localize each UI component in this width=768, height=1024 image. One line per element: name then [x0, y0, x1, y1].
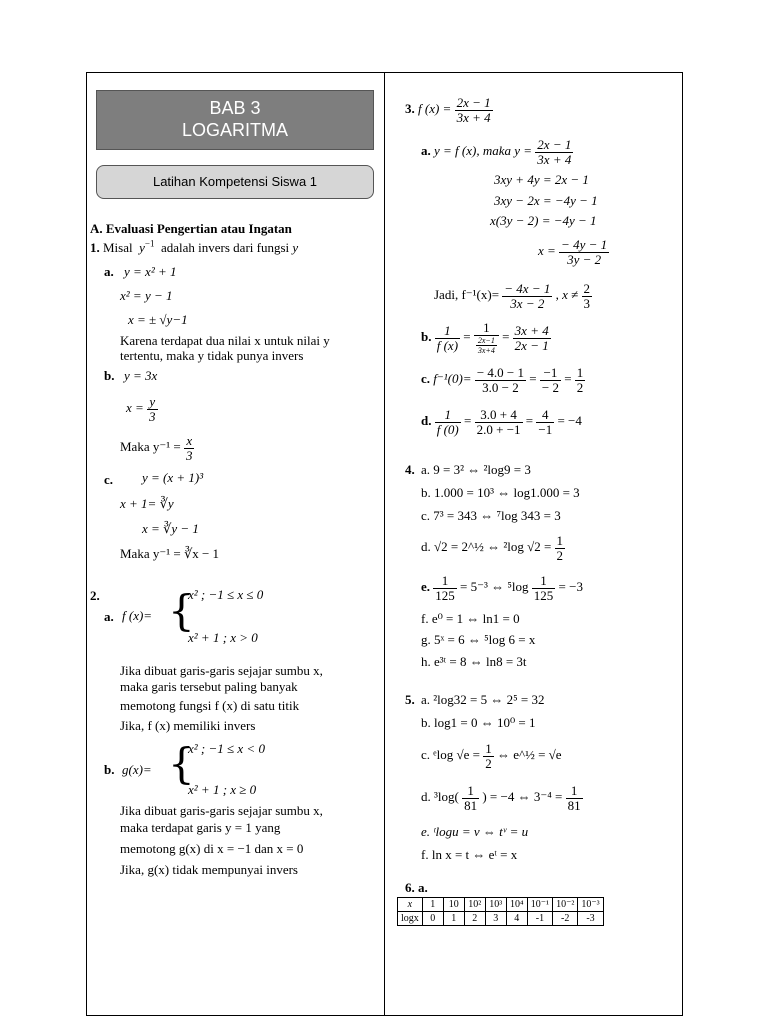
q3a-line2: 3xy + 4y = 2x − 1: [494, 172, 589, 187]
q3c-frac1: [475, 366, 526, 395]
q1-number: 1.: [90, 240, 100, 255]
table-cell: 4: [506, 912, 527, 926]
q1-text: Misal: [103, 240, 133, 255]
q1c-line3: x = ∛y − 1: [142, 521, 199, 536]
q4-e-n1: 1: [433, 574, 457, 589]
q1b-line2: [126, 391, 158, 425]
q1-y: y: [139, 240, 145, 255]
q5-d: d. ³log(: [421, 789, 459, 804]
q5-d-n: 1: [462, 784, 479, 799]
q5-c-line: [421, 738, 562, 772]
q3c-n1: − 4.0 − 1: [476, 364, 525, 380]
q3-number: 3.: [405, 101, 415, 116]
table-cell: -3: [578, 912, 603, 926]
q1c-label: c.: [104, 472, 114, 487]
column-divider: [384, 72, 385, 1016]
q4-d-line: [421, 530, 565, 564]
q2b-label: b.: [104, 762, 115, 777]
q3b-d2n: 2x−1: [477, 336, 495, 346]
q3c-line: c. f⁻¹(0)= $\frac{- 4.0 - 1}{3.0 - 2}$ = $\frac{-1}{- 2}$ = $\frac{1}{2}$: [421, 364, 584, 395]
q3d-end: = −4: [557, 413, 582, 428]
q1b-fraction2: [184, 434, 195, 463]
q5-number: 5.: [405, 692, 415, 707]
q3d-d2: 2.0 + −1: [476, 421, 521, 437]
q2a-fx: f (x)=: [122, 608, 153, 623]
q2b-p4: Jika, g(x) tidak mempunyai invers: [120, 862, 298, 877]
q4-e-n2: 1: [532, 574, 556, 589]
q5-d-d: 81: [464, 797, 478, 813]
q3b-d2d: 3x+4: [477, 346, 495, 356]
q4-g: g. 5ˣ = 6 ⇔ ⁵log 6 = x: [421, 632, 536, 647]
q3c-lhs: f⁻¹(0)=: [433, 371, 472, 386]
log-table-row-x: [398, 898, 604, 912]
q3b-frac1: [435, 324, 460, 353]
q3d-n2: 3.0 + 4: [475, 408, 523, 423]
q1b-den: 3: [149, 408, 156, 424]
q5-d-mid: ) = −4 ⇔ 3⁻⁴ =: [482, 789, 563, 804]
q4-c: c. 7³ = 343 ⇔ ⁷log 343 = 3: [421, 508, 561, 523]
q3b-n3: 3x + 4: [514, 322, 549, 338]
q2a-p3: memotong fungsi f (x) di satu titik: [120, 698, 300, 713]
q4-e-end: = −3: [558, 579, 583, 594]
table-cell: logx: [398, 912, 423, 926]
q2b-brace: {: [168, 739, 195, 788]
q3a-fraction: [535, 138, 573, 167]
table-cell: -2: [553, 912, 578, 926]
q2a-p4: Jika, f (x) memiliki invers: [120, 718, 256, 733]
q1a-line3: x = ± √y−1: [128, 312, 188, 327]
q1a-line2: x² = y − 1: [120, 288, 173, 303]
q3a-cond-fraction: [582, 282, 593, 311]
q5-c-end: ⇔ e^½ = √e: [496, 747, 562, 762]
log-table: [397, 897, 604, 926]
q3b-frac2: [474, 321, 499, 355]
q4-d-d: 2: [556, 547, 564, 563]
chapter-title-box: [96, 90, 374, 150]
q3b-d2: [474, 336, 499, 355]
q3b-inner-frac: [476, 336, 497, 355]
q1b-line3: [120, 430, 194, 464]
q3d-n1: 1: [435, 408, 461, 423]
q3b-n2: 1: [474, 321, 499, 336]
q1a-note1: Karena terdapat dua nilai x untuk nilai y: [120, 333, 330, 348]
q3b-d3: 2x − 1: [514, 337, 549, 353]
q3a-fraction3: [502, 282, 552, 311]
q3-fx: f (x) =: [418, 101, 452, 116]
q5-c: c. ᵉlog √e =: [421, 747, 480, 762]
q5-d-frac: [462, 784, 479, 813]
q3a-den3: 3x − 2: [510, 295, 545, 311]
table-cell: x: [398, 898, 423, 912]
q4-e-frac1: [433, 574, 457, 603]
q5-b: b. log1 = 0 ⇔ 10⁰ = 1: [421, 715, 536, 730]
q4-e-label: e.: [421, 579, 431, 594]
q1b-den2: 3: [185, 447, 193, 463]
q3d-frac3: [536, 408, 554, 437]
q3d-frac2: [475, 408, 523, 437]
q3a-den: 3x + 4: [537, 151, 572, 167]
q1c-line1: y = (x + 1)³: [142, 470, 204, 485]
q3d-frac1: [435, 408, 461, 437]
table-cell: 3: [485, 912, 506, 926]
q4-d-frac: [555, 534, 566, 563]
q3c-n2: −1: [540, 366, 561, 381]
section-a-heading: A. Evaluasi Pengertian atau Ingatan: [90, 221, 292, 236]
q3a-line6: [434, 278, 592, 312]
q1a-line1: y = x² + 1: [124, 264, 177, 279]
q3c-d1: 3.0 − 2: [482, 379, 519, 395]
q3a-cond-num: 2: [583, 280, 591, 296]
q3d-label: d.: [421, 413, 432, 428]
table-cell: 1: [443, 912, 464, 926]
q4-f: f. e⁰ = 1 ⇔ ln1 = 0: [421, 611, 520, 626]
q1b-label: b.: [104, 368, 115, 383]
table-cell: 1: [422, 898, 443, 912]
q1c-line2: x + 1= ∛y: [120, 496, 174, 511]
table-cell: 10⁻²: [553, 898, 578, 912]
q1-intro: [90, 240, 298, 256]
q3c-frac3: [575, 366, 586, 395]
q4-a: a. 9 = 3² ⇔ ²log9 = 3: [421, 462, 531, 477]
q2a-label: a.: [104, 609, 114, 624]
q1b-fraction: [147, 395, 158, 424]
q1-rest: adalah invers dari fungsi: [160, 240, 290, 255]
table-cell: 10³: [485, 898, 506, 912]
table-cell: -1: [527, 912, 552, 926]
q2a-p2: maka garis tersebut paling banyak: [120, 679, 298, 694]
table-cell: 2: [464, 912, 485, 926]
q4-d: d. √2 = 2^½ ⇔ ²log √2 =: [421, 539, 552, 554]
q5-a: a. ²log32 = 5 ⇔ 2⁵ = 32: [421, 692, 545, 707]
q3a-den2: 3y − 2: [567, 251, 602, 267]
exercise-title: Latihan Kompetensi Siswa 1: [152, 174, 318, 189]
q2b-case1: x² ; −1 ≤ x < 0: [188, 741, 265, 756]
q4-number: 4.: [405, 462, 415, 477]
q2b-gx: g(x)=: [122, 762, 152, 777]
q3b-d1: f (x): [436, 337, 459, 353]
q1a-label: a.: [104, 264, 114, 279]
q3a-line3: 3xy − 2x = −4y − 1: [494, 193, 598, 208]
q5-f: f. ln x = t ⇔ eᵗ = x: [421, 847, 518, 862]
q4-b: b. 1.000 = 10³ ⇔ log1.000 = 3: [421, 485, 580, 500]
q3c-d3: 2: [576, 379, 584, 395]
q1-sup: −1: [144, 238, 155, 249]
q4-d-n: 1: [556, 532, 564, 548]
q3a-num3: − 4x − 1: [504, 280, 551, 296]
chapter-name: LOGARITMA: [181, 120, 288, 140]
q2-number: 2.: [90, 588, 100, 603]
q1b-maka: Maka y⁻¹ =: [120, 439, 181, 454]
q4-e-d1: 125: [435, 587, 455, 603]
q2b-p1: Jika dibuat garis-garis sejajar sumbu x,: [120, 803, 323, 818]
q3d-line: d. $\frac{1}{f (0)}$ = $\frac{3.0 + 4}{2.0 + -1}$ = $\frac{4}{-1}$ = −4: [421, 406, 582, 437]
q5-c-d: 2: [485, 755, 492, 771]
q3a-num2: − 4y − 1: [561, 236, 608, 252]
q3-fraction: [455, 96, 493, 125]
q3a-line5: [538, 234, 609, 268]
q2b-p3: memotong g(x) di x = −1 dan x = 0: [120, 841, 304, 856]
q1b-num2: x: [184, 434, 195, 449]
q1b-lhs: x =: [126, 400, 144, 415]
q5-d-line: [421, 780, 583, 814]
q3d-d1: f (0): [436, 421, 459, 437]
q1b-num: y: [147, 395, 158, 410]
q2a-case1: x² ; −1 ≤ x ≤ 0: [188, 587, 264, 602]
q3c-frac2: [540, 366, 561, 395]
q3a-text: y = f (x), maka y =: [434, 143, 533, 158]
exercise-title-box: [96, 165, 374, 199]
q5-c-frac: [483, 742, 494, 771]
q5-c-n: 1: [485, 740, 492, 756]
q3a-x: x =: [538, 243, 556, 258]
q3a-num: 2x − 1: [537, 136, 572, 152]
q3-function: [405, 92, 493, 126]
q3a-cond: , x ≠: [555, 287, 579, 302]
q2b-p2: maka terdapat garis y = 1 yang: [120, 820, 281, 835]
q4-e-line: [421, 570, 583, 604]
chapter-number: BAB 3: [209, 98, 261, 118]
q3a-cond-den: 3: [583, 295, 591, 311]
q5-d-d2: 81: [567, 797, 581, 813]
q2b-case2: x² + 1 ; x ≥ 0: [188, 782, 257, 797]
q3a-fraction2: [559, 238, 609, 267]
q4-e-mid: = 5⁻³ ⇔ ⁵log: [460, 579, 529, 594]
log-table-row-logx: [398, 912, 604, 926]
q5-d-n2: 1: [566, 784, 583, 799]
q3b-n1: 1: [435, 324, 460, 339]
table-cell: 10⁴: [506, 898, 527, 912]
q3a-label: a.: [421, 143, 431, 158]
table-cell: 10⁻¹: [527, 898, 552, 912]
q3c-label: c.: [421, 371, 431, 386]
q3a-line4: x(3y − 2) = −4y − 1: [490, 213, 597, 228]
q1b-line1: y = 3x: [124, 368, 158, 383]
q3d-d3: −1: [538, 421, 553, 437]
q3b-line: b. $\frac{1}{f (x)}$ = $\frac{1}{\frac{2x-1}{3x+4}}$ = $\frac{3x + 4}{2x - 1}$: [421, 320, 549, 356]
q3a-jadi: Jadi, f⁻¹(x)=: [434, 287, 500, 302]
q4-h: h. e³ᵗ = 8 ⇔ ln8 = 3t: [421, 654, 527, 669]
q3d-n3: 4: [536, 408, 554, 423]
q3-den: 3x + 4: [456, 109, 491, 125]
q1c-line4: Maka y⁻¹ = ∛x − 1: [120, 546, 220, 561]
q1a-note2: tertentu, maka y tidak punya invers: [120, 348, 304, 363]
q3b-label: b.: [421, 329, 432, 344]
table-cell: 0: [422, 912, 443, 926]
q2a-brace: {: [168, 586, 195, 635]
q5-d-frac2: [566, 784, 583, 813]
q4-e-d2: 125: [533, 587, 554, 603]
q3c-n3: 1: [576, 364, 584, 380]
q2a-p1: Jika dibuat garis-garis sejajar sumbu x,: [120, 663, 323, 678]
q3-num: 2x − 1: [456, 94, 491, 110]
q2a-case2: x² + 1 ; x > 0: [188, 630, 258, 645]
q6-label: 6. a.: [405, 880, 428, 895]
table-cell: 10: [443, 898, 464, 912]
table-cell: 10⁻³: [578, 898, 603, 912]
q3c-d2: − 2: [541, 379, 559, 395]
q3a-line1: [421, 134, 573, 168]
q1-y2: y: [292, 240, 299, 255]
q3b-frac3: [513, 324, 551, 353]
q4-e-frac2: [532, 574, 556, 603]
q5-e: e. ᵗlogu = v ⇔ tᵛ = u: [421, 824, 529, 839]
table-cell: 10²: [464, 898, 485, 912]
